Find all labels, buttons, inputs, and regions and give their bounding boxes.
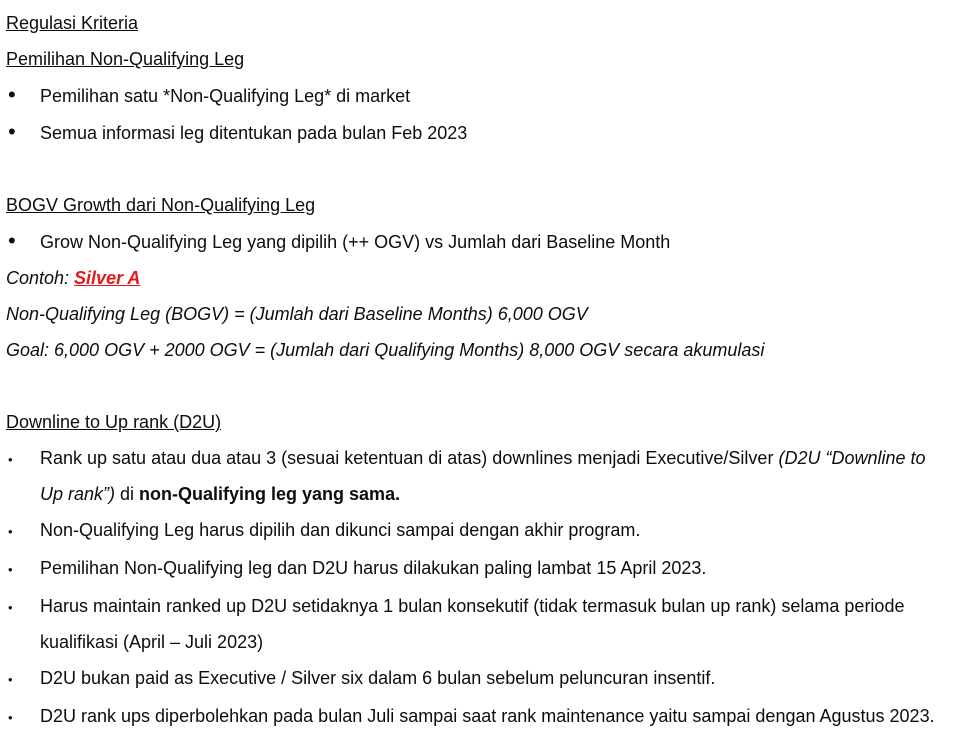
list-item: [6, 698, 946, 736]
list-item-text: Semua informasi leg ditentukan pada bulan Feb 2023: [40, 123, 468, 143]
rankup-mid-segment: di: [115, 484, 140, 504]
list-item-text: Pemilihan Non-Qualifying leg dan D2U harus dilakukan paling lambat 15 April 2023.: [40, 558, 707, 578]
bullet-icon: •: [8, 600, 13, 615]
list-item-text: Pemilihan satu *Non-Qualifying Leg* di market: [40, 86, 411, 106]
bullet-icon: •: [8, 228, 16, 253]
list-item-text: [40, 440, 946, 512]
rankup-regular-segment: Rank up satu atau dua atau 3 (sesuai ketentuan di atas) downlines menjadi Executive/Silver: [40, 448, 779, 468]
formula-baseline-line: [6, 296, 946, 332]
bullet-icon: •: [8, 524, 13, 539]
heading-pemilihan-text: Pemilihan Non-Qualifying Leg: [6, 49, 245, 69]
bullet-icon: •: [8, 672, 13, 687]
formula-goal-line: [6, 332, 946, 368]
formula-goal-text: Goal: 6,000 OGV + 2000 OGV = (Jumlah dari Qualifying Months) 8,000 OGV secara akumulasi: [6, 340, 765, 360]
contoh-label: Contoh:: [6, 268, 75, 288]
rankup-bold-segment: non-Qualifying leg yang sama.: [139, 484, 401, 504]
list-item: [6, 223, 946, 260]
list-item: [6, 440, 946, 512]
list-item: [6, 512, 946, 550]
heading-d2u-text: Downline to Up rank (D2U): [6, 412, 222, 432]
silver-a-highlight: Silver A: [74, 268, 141, 288]
rankup-italic-segment: (D2U “Downline to Up rank”): [40, 448, 926, 504]
contoh-line: [6, 260, 946, 296]
list-item: [6, 77, 946, 114]
bullet-icon: •: [8, 82, 16, 107]
list-item: [6, 660, 946, 698]
list-item: [6, 588, 946, 660]
bullet-icon: •: [8, 562, 13, 577]
heading-regulasi-kriteria-text: Regulasi Kriteria: [6, 13, 139, 33]
list-item-text: Non-Qualifying Leg harus dipilih dan dikunci sampai dengan akhir program.: [40, 520, 641, 540]
list-item: [6, 550, 946, 588]
heading-downline-to-up-rank: [6, 404, 946, 440]
bullet-icon: •: [8, 119, 16, 144]
bullet-icon: •: [8, 710, 13, 725]
heading-pemilihan-non-qualifying-leg: [6, 41, 946, 77]
bullet-icon: •: [8, 452, 13, 467]
list-item-text: Grow Non-Qualifying Leg yang dipilih (++ OGV) vs Jumlah dari Baseline Month: [40, 232, 671, 252]
heading-bogv-growth: [6, 187, 946, 223]
formula-baseline-text: Non-Qualifying Leg (BOGV) = (Jumlah dari Baseline Months) 6,000 OGV: [6, 304, 588, 324]
list-item-text: Harus maintain ranked up D2U setidaknya 1 bulan konsekutif (tidak termasuk bulan up rank) selama periode kualifikasi (April – Juli 2023): [40, 596, 905, 652]
list-item: [6, 114, 946, 151]
heading-bogv-growth-text: BOGV Growth dari Non-Qualifying Leg: [6, 195, 316, 215]
heading-regulasi-kriteria: [6, 5, 946, 41]
list-item-text: D2U bukan paid as Executive / Silver six dalam 6 bulan sebelum peluncuran insentif.: [40, 668, 716, 688]
list-item-text: D2U rank ups diperbolehkan pada bulan Juli sampai saat rank maintenance yaitu sampai dengan Agustus 2023.: [40, 706, 935, 726]
